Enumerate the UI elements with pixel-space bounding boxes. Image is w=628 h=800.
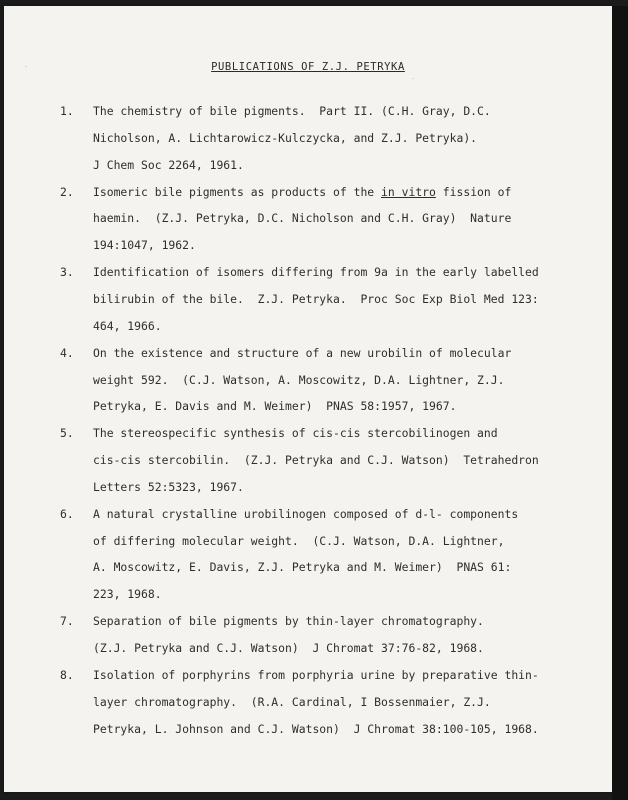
publication-list: [60, 98, 560, 743]
publication-item: [60, 501, 560, 608]
publication-line: A natural crystalline urobilinogen composed of d-l- components: [93, 506, 519, 521]
paper-speck: ·: [25, 64, 27, 71]
publication-number: 5.: [60, 426, 74, 441]
publication-line: 194:1047, 1962.: [93, 238, 196, 253]
publication-text: Isomeric bile pigments as products of the: [93, 184, 382, 199]
document-page: [4, 6, 612, 792]
publication-line: Isolation of porphyrins from porphyria urine by preparative thin-: [93, 668, 539, 683]
publication-number: 8.: [60, 668, 74, 683]
publication-line: cis-cis stercobilin. (Z.J. Petryka and C.J. Watson) Tetrahedron: [93, 453, 539, 468]
publication-line: bilirubin of the bile. Z.J. Petryka. Proc Soc Exp Biol Med 123:: [93, 291, 539, 306]
publication-line: [93, 179, 560, 206]
publication-line: J Chem Soc 2264, 1961.: [93, 157, 244, 172]
publication-text: fission of: [435, 184, 512, 199]
underlined-term: in vitro: [381, 184, 436, 199]
publication-line: 223, 1968.: [93, 587, 162, 602]
publication-item: [60, 608, 560, 662]
publication-item: [60, 340, 560, 420]
publication-line: Petryka, E. Davis and M. Weimer) PNAS 58:1957, 1967.: [93, 399, 457, 414]
publication-number: 4.: [60, 345, 74, 360]
publication-line: Nicholson, A. Lichtarowicz-Kulczycka, and Z.J. Petryka).: [93, 130, 478, 145]
publication-number: 1.: [60, 104, 74, 118]
publication-number: 7.: [60, 614, 74, 629]
publication-line: The chemistry of bile pigments. Part II. (C.H. Gray, D.C.: [93, 104, 491, 118]
publication-line: The stereospecific synthesis of cis-cis stercobilinogen and: [93, 426, 498, 441]
publication-line: haemin. (Z.J. Petryka, D.C. Nicholson and C.H. Gray) Nature: [93, 211, 512, 226]
page-title: PUBLICATIONS OF Z.J. PETRYKA: [211, 61, 405, 73]
publication-item: [60, 98, 560, 178]
publication-item: [60, 662, 560, 742]
publication-line: Petryka, L. Johnson and C.J. Watson) J Chromat 38:100-105, 1968.: [93, 721, 539, 736]
publication-line: Letters 52:5323, 1967.: [93, 479, 244, 494]
publication-number: 3.: [60, 265, 74, 280]
publication-line: weight 592. (C.J. Watson, A. Moscowitz, D.A. Lightner, Z.J.: [93, 372, 505, 387]
publication-item: [60, 179, 560, 259]
publication-line: (Z.J. Petryka and C.J. Watson) J Chromat 37:76-82, 1968.: [93, 641, 484, 656]
publication-line: layer chromatography. (R.A. Cardinal, I Bossenmaier, Z.J.: [93, 694, 491, 709]
publication-line: A. Moscowitz, E. Davis, Z.J. Petryka and M. Weimer) PNAS 61:: [93, 560, 512, 575]
publication-number: 2.: [60, 184, 74, 199]
publication-line: On the existence and structure of a new urobilin of molecular: [93, 345, 512, 360]
paper-speck: ·: [412, 76, 414, 83]
publication-line: Separation of bile pigments by thin-layer chromatography.: [93, 614, 484, 629]
publication-line: Identification of isomers differing from 9a in the early labelled: [93, 265, 539, 280]
publication-line: of differing molecular weight. (C.J. Watson, D.A. Lightner,: [93, 533, 505, 548]
publication-item: [60, 259, 560, 339]
publication-item: [60, 420, 560, 500]
publication-number: 6.: [60, 506, 74, 521]
publication-line: 464, 1966.: [93, 318, 162, 333]
scan-edge: [612, 6, 628, 800]
